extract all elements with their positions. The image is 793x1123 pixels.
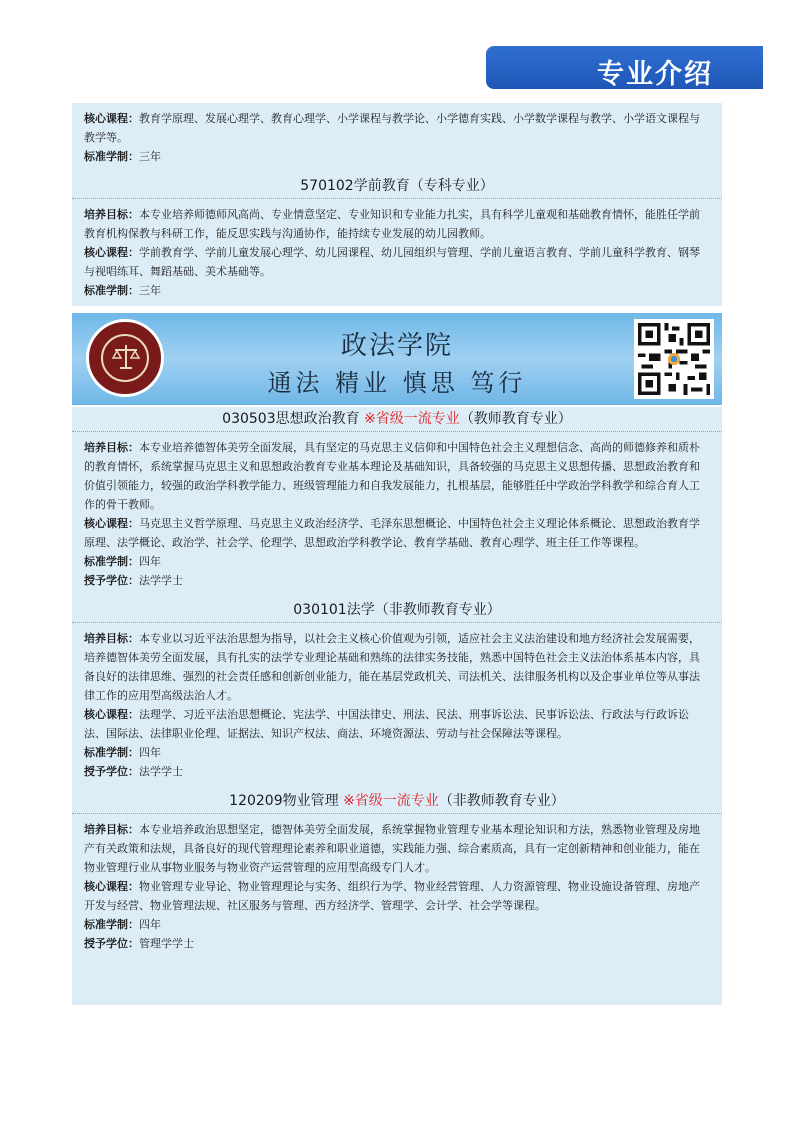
info-row: 培养目标：本专业培养政治思想坚定，德智体美劳全面发展，系统掌握物业管理专业基本理论知识和方法，熟悉物业管理及房地产有关政策和法规，具备良好的现代管理理论素养和职业道德，实践能力强、综合素质高，具有一定创新精神和创业能力，能在物业管理行业从事物业服务与物业资产运营管理的应用型高级专门人才。 xyxy=(84,823,700,874)
first-class-badge: ※省级一流专业 xyxy=(343,793,439,809)
program-title-preschool: 570102学前教育（专科专业） xyxy=(72,174,722,199)
info-row: 授予学位：管理学学士 xyxy=(84,937,194,950)
qr-code-icon[interactable] xyxy=(634,319,714,399)
info-row: 核心课程：学前教育学、学前儿童发展心理学、幼儿园课程、幼儿园组织与管理、学前儿童语言教育、学前儿童科学教育、钢琴与视唱练耳、舞蹈基础、美术基础等。 xyxy=(84,246,700,278)
info-row: 核心课程：马克思主义哲学原理、马克思主义政治经济学、毛泽东思想概论、中国特色社会主义理论体系概论、思想政治教育学原理、法学概论、政治学、社会学、伦理学、思想政治学科教学论、教育学基础、教育心理学、班主任工作等课程。 xyxy=(84,517,700,549)
info-row: 标准学制：四年 xyxy=(84,746,161,759)
education-programs-panel xyxy=(72,103,722,306)
info-row: 标准学制：三年 xyxy=(84,284,161,297)
info-row: 核心课程：法理学、习近平法治思想概论、宪法学、中国法律史、刑法、民法、刑事诉讼法、民事诉讼法、行政法与行政诉讼法、国际法、法律职业伦理、证据法、知识产权法、商法、环境资源法、劳动与社会保障法等课程。 xyxy=(84,708,689,740)
program-title-property: 120209物业管理 ※省级一流专业（非教师教育专业） xyxy=(72,789,722,814)
info-row: 授予学位：法学学士 xyxy=(84,574,183,587)
college-motto: 通法 精业 慎思 笃行 xyxy=(267,369,527,397)
law-college-programs-panel xyxy=(72,407,722,1005)
info-row: 培养目标：本专业以习近平法治思想为指导，以社会主义核心价值观为引领，适应社会主义法治建设和地方经济社会发展需要，培养德智体美劳全面发展，具有扎实的法学专业理论基础和熟练的法律实务技能，熟悉中国特色社会主义法治体系基本内容，具备良好的法律思维、强烈的社会责任感和创新创业能力，能在基层党政机关、司法机关、法律服务机构以及企事业单位等从事法律工作的应用型高级法治人才。 xyxy=(84,632,700,702)
program-title-politics: 030503思想政治教育 ※省级一流专业（教师教育专业） xyxy=(72,407,722,432)
info-row: 核心课程：教育学原理、发展心理学、教育心理学、小学课程与教学论、小学德育实践、小学数学课程与教学、小学语文课程与教学等。 xyxy=(84,112,700,144)
info-row: 标准学制：三年 xyxy=(84,150,161,163)
college-name: 政法学院 xyxy=(340,331,453,361)
info-row: 授予学位：法学学士 xyxy=(84,765,183,778)
info-row: 培养目标：本专业培养德智体美劳全面发展，具有坚定的马克思主义信仰和中国特色社会主义理想信念、高尚的师德修养和质朴的教育情怀，系统掌握马克思主义和思想政治教育专业基本理论及基础知识，具备较强的马克思主义思想传播、思想政治教育和价值引领能力，较强的政治学科教学能力、班级管理能力和自我发展能力，扎根基层，能够胜任中学政治学科教学和综合育人工作的骨干教师。 xyxy=(84,441,700,511)
college-banner xyxy=(72,313,722,405)
section-header-title: 专业介绍 xyxy=(597,59,713,90)
info-row: 标准学制：四年 xyxy=(84,555,161,568)
section-header-tab xyxy=(486,46,763,89)
first-class-badge: ※省级一流专业 xyxy=(364,411,460,427)
info-row: 核心课程：物业管理专业导论、物业管理理论与实务、组织行为学、物业经营管理、人力资源管理、物业设施设备管理、房地产开发与经营、物业管理法规、社区服务与管理、西方经济学、管理学、会计学、社会学等课程。 xyxy=(84,880,700,912)
info-row: 培养目标：本专业培养师德师风高尚、专业情意坚定、专业知识和专业能力扎实，具有科学儿童观和基础教育情怀，能胜任学前教育机构保教与科研工作，能反思实践与沟通协作，能持续专业发展的幼儿园教师。 xyxy=(84,208,700,240)
info-row: 标准学制：四年 xyxy=(84,918,161,931)
program-title-law: 030101法学（非教师教育专业） xyxy=(72,598,722,623)
